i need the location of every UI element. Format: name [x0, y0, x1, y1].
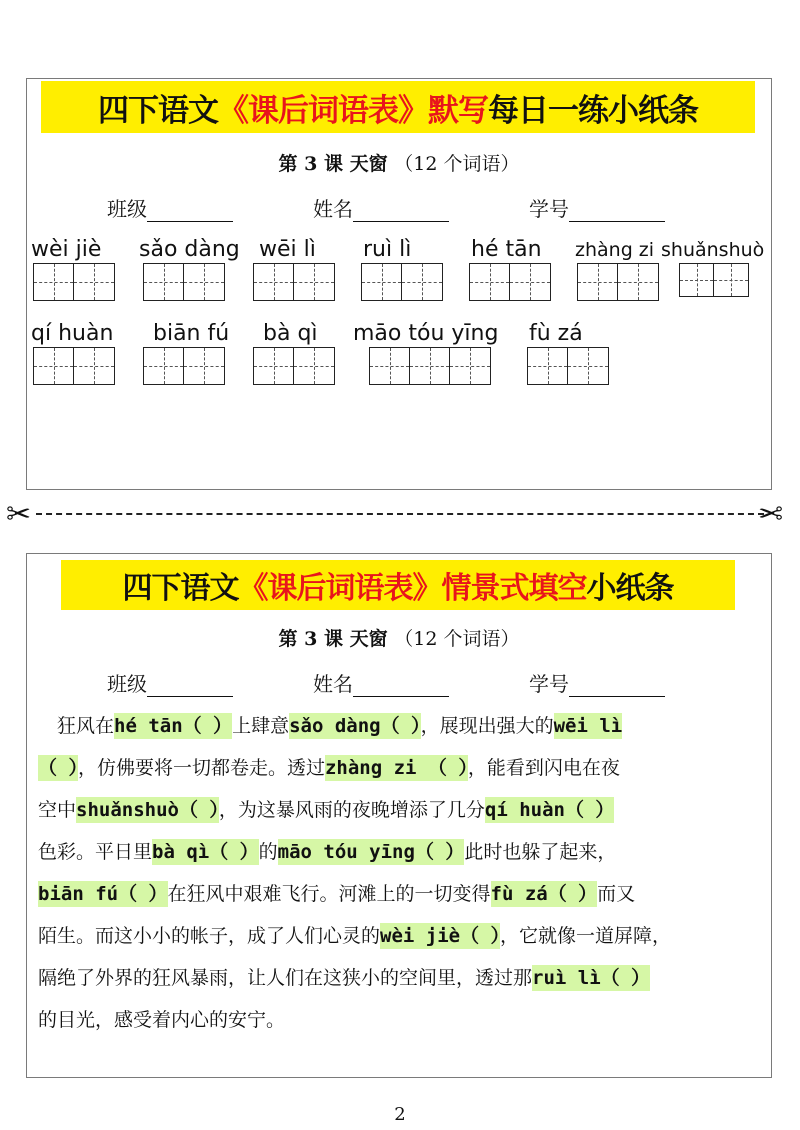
writing-grid[interactable]: [679, 263, 749, 297]
title-part: 四下语文: [122, 571, 239, 606]
lesson-heading: [27, 149, 771, 176]
text: 此时也躲了起来，: [464, 841, 617, 863]
lesson-title: 第 3 课 天窗: [278, 153, 388, 175]
pinyin-label: māo tóu yīng: [353, 321, 499, 346]
text: ，为这暴风雨的夜晚增添了几分: [218, 799, 485, 821]
name-label: 姓名: [313, 197, 353, 221]
fill-blank[interactable]: bà qì（ ）: [152, 841, 259, 863]
fill-blank[interactable]: qí huàn（ ）: [484, 799, 615, 821]
fill-blank[interactable]: wēi lì: [553, 715, 623, 737]
worksheet-title: [61, 560, 735, 610]
worksheet-title: [41, 81, 755, 133]
pinyin-label: hé tān: [471, 237, 542, 262]
pinyin-label: fù zá: [529, 321, 583, 346]
paragraph-line: [38, 747, 768, 789]
writing-grid[interactable]: [361, 263, 443, 301]
fill-blank[interactable]: zhàng zi （ ）: [324, 757, 468, 779]
name-blank[interactable]: [353, 676, 449, 697]
text: 狂风在: [38, 715, 115, 737]
fill-blank[interactable]: sǎo dàng（ ）: [289, 715, 421, 737]
writing-grid[interactable]: [577, 263, 659, 301]
text: 而又: [597, 883, 636, 905]
paragraph-line: [38, 705, 768, 747]
title-part: 默写: [428, 92, 488, 129]
lesson-heading: [27, 624, 771, 651]
title-part: 四下语文: [98, 92, 218, 129]
class-field[interactable]: [107, 668, 233, 697]
text: 上肆意: [232, 715, 290, 737]
class-field[interactable]: [107, 193, 233, 222]
pinyin-label: biān fú: [153, 321, 230, 346]
number-label: 学号: [529, 672, 569, 696]
title-part: 每日一练小纸条: [488, 92, 698, 129]
text: 的目光，感受着内心的安宁。: [38, 1009, 286, 1031]
text: 陌生。而这小小的帐子，成了人们心灵的: [38, 925, 381, 947]
page-number: 2: [394, 1104, 406, 1125]
writing-grid[interactable]: [33, 347, 115, 385]
pinyin-label: ruì lì: [363, 237, 412, 262]
name-field[interactable]: [313, 193, 449, 222]
writing-grid[interactable]: [253, 263, 335, 301]
paragraph-line: [38, 789, 768, 831]
pinyin-label: shuǎnshuò: [661, 239, 765, 261]
scissors-icon: ✂: [6, 497, 32, 532]
writing-grid[interactable]: [253, 347, 335, 385]
number-blank[interactable]: [569, 201, 665, 222]
paragraph-line: [38, 873, 768, 915]
title-part: 《课后词语表》: [238, 571, 442, 606]
number-field[interactable]: [529, 668, 665, 697]
fill-blank[interactable]: shuǎnshuò（ ）: [76, 799, 219, 821]
number-blank[interactable]: [569, 676, 665, 697]
text: ，能看到闪电在夜: [467, 757, 620, 779]
story-paragraph: [38, 705, 768, 1041]
class-blank[interactable]: [147, 201, 233, 222]
word-count: （12 个词语）: [394, 628, 520, 650]
text: ，展现出强大的: [420, 715, 554, 737]
pinyin-label: wèi jiè: [31, 237, 102, 262]
class-blank[interactable]: [147, 676, 233, 697]
fill-blank[interactable]: māo tóu yīng（ ）: [277, 841, 465, 863]
class-label: 班级: [107, 197, 147, 221]
class-label: 班级: [107, 672, 147, 696]
text: 隔绝了外界的狂风暴雨，让人们在这狭小的空间里，透过那: [38, 967, 533, 989]
fill-blank[interactable]: （ ）: [38, 757, 78, 779]
dictation-worksheet: [26, 78, 772, 490]
fill-blank[interactable]: wèi jiè（ ）: [380, 925, 501, 947]
text: 色彩。平日里: [38, 841, 153, 863]
word-count: （12 个词语）: [394, 153, 520, 175]
writing-grid[interactable]: [469, 263, 551, 301]
text: ，它就像一道屏障，: [500, 925, 672, 947]
writing-grid[interactable]: [143, 347, 225, 385]
title-part: 情景式填空: [441, 571, 587, 606]
fill-blank[interactable]: hé tān（ ）: [114, 715, 233, 737]
fill-blank[interactable]: biān fú（ ）: [38, 883, 168, 905]
name-blank[interactable]: [353, 201, 449, 222]
number-label: 学号: [529, 197, 569, 221]
paragraph-line: [38, 999, 768, 1041]
pinyin-label: bà qì: [263, 321, 318, 346]
title-part: 《课后词语表》: [218, 92, 428, 129]
number-field[interactable]: [529, 193, 665, 222]
pinyin-label: sǎo dàng: [139, 237, 240, 262]
fill-blank[interactable]: ruì lì（ ）: [532, 967, 651, 989]
text: ，仿佛要将一切都卷走。透过: [77, 757, 325, 779]
pinyin-label: qí huàn: [31, 321, 114, 346]
fill-blank[interactable]: fù zá（ ）: [490, 883, 598, 905]
paragraph-line: [38, 915, 768, 957]
cut-line: [36, 513, 764, 515]
writing-grid[interactable]: [33, 263, 115, 301]
text: 空中: [38, 799, 77, 821]
name-field[interactable]: [313, 668, 449, 697]
title-part: 小纸条: [586, 571, 674, 606]
writing-grid[interactable]: [369, 347, 491, 385]
text: 在狂风中艰难飞行。河滩上的一切变得: [167, 883, 491, 905]
paragraph-line: [38, 831, 768, 873]
text: 的: [258, 841, 278, 863]
paragraph-line: [38, 957, 768, 999]
writing-grid[interactable]: [527, 347, 609, 385]
pinyin-label: wēi lì: [259, 237, 316, 262]
pinyin-label: zhàng zi: [575, 239, 655, 261]
writing-grid[interactable]: [143, 263, 225, 301]
scissors-icon: ✂: [758, 497, 784, 532]
name-label: 姓名: [313, 672, 353, 696]
lesson-title: 第 3 课 天窗: [278, 628, 388, 650]
